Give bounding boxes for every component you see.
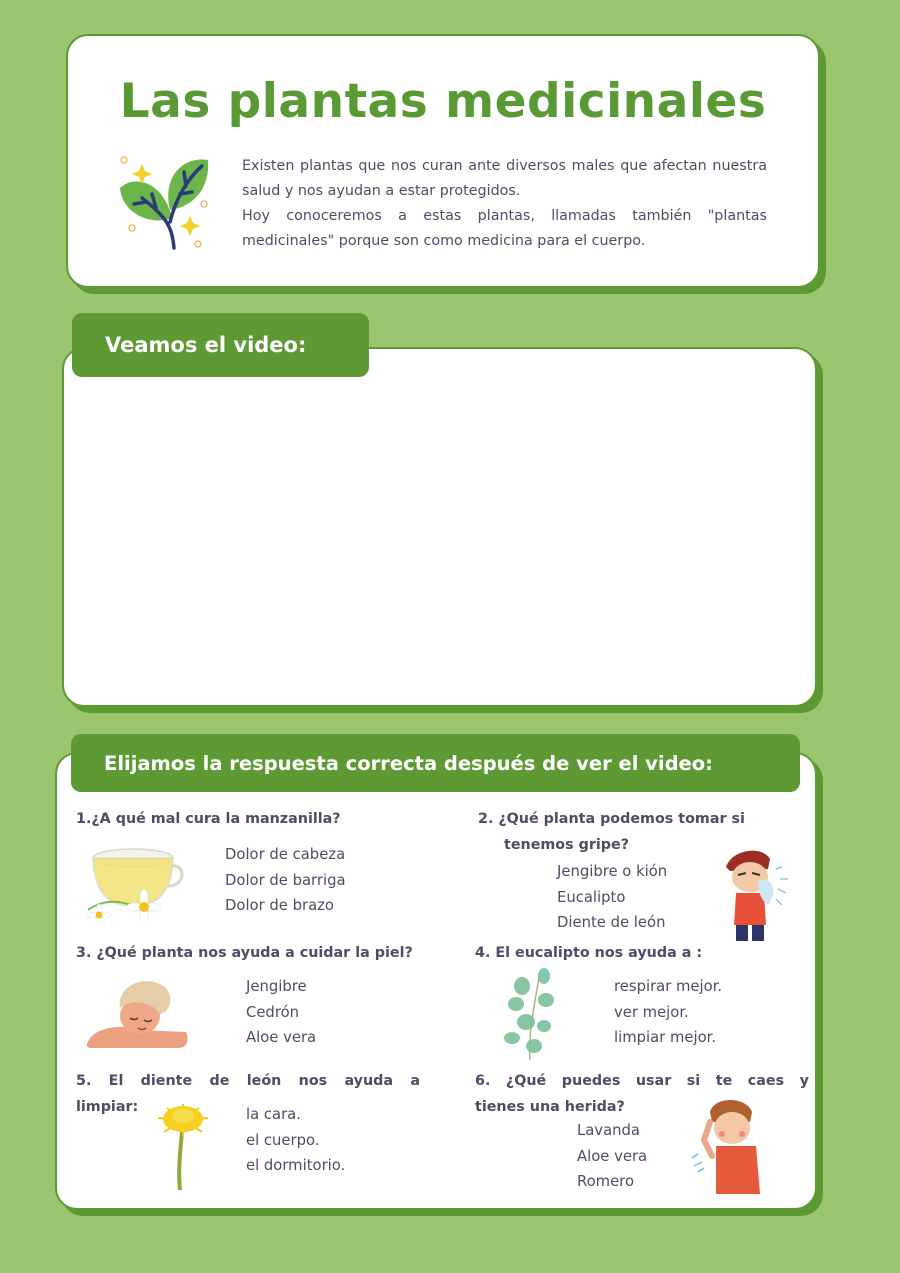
question-4-options [614, 974, 722, 1051]
option[interactable]: Dolor de brazo [225, 897, 334, 914]
plant-sparkles-icon [112, 148, 212, 258]
intro-paragraph-2: Hoy conoceremos a estas plantas, llamadas también "plantas medicinales" porque son como medicina para el cuerpo. [242, 208, 767, 249]
option[interactable]: Eucalipto [557, 888, 626, 906]
question-5-options [246, 1102, 345, 1179]
video-placeholder[interactable] [62, 347, 817, 707]
option[interactable]: limpiar mejor. [614, 1029, 717, 1046]
video-heading-label: Veamos el video: [105, 333, 307, 357]
option[interactable]: Dolor de cabeza [225, 846, 346, 863]
intro-text [242, 154, 767, 254]
question-2-options [557, 859, 667, 936]
video-section-heading [72, 313, 369, 377]
question-1: 1.¿A qué mal cura la manzanilla? [76, 811, 341, 827]
dandelion-flower-icon [154, 1102, 212, 1192]
question-3-options [246, 974, 316, 1051]
page-title: Las plantas medicinales [119, 74, 767, 129]
option[interactable]: Aloe vera [577, 1147, 648, 1165]
option[interactable]: ver mejor. [614, 1003, 689, 1021]
option[interactable]: Jengibre [246, 978, 307, 995]
chamomile-tea-icon [78, 840, 188, 922]
question-1-options [225, 842, 346, 919]
option[interactable]: Cedrón [246, 1003, 300, 1021]
quiz-heading-label: Elijamos la respuesta correcta después de ver el video: [104, 751, 713, 775]
eucalyptus-branch-icon [500, 966, 562, 1062]
option[interactable]: Dolor de barriga [225, 871, 346, 889]
question-6-line-2: tienes una herida? [475, 1099, 625, 1115]
option[interactable]: el dormitorio. [246, 1157, 346, 1174]
option[interactable]: Romero [577, 1173, 634, 1190]
quiz-section-heading [71, 734, 800, 792]
injured-boy-icon [690, 1096, 766, 1194]
spa-woman-icon [86, 976, 190, 1050]
sneezing-boy-icon [722, 845, 802, 945]
option[interactable]: el cuerpo. [246, 1131, 320, 1149]
question-3: 3. ¿Qué planta nos ayuda a cuidar la piel? [76, 945, 413, 961]
intro-paragraph-1: Existen plantas que nos curan ante diversos males que afectan nuestra salud y nos ayudan a estar protegidos. [242, 158, 767, 199]
question-5-line-1: 5. El diente de león nos ayuda a [76, 1073, 420, 1089]
question-2-line-1: 2. ¿Qué planta podemos tomar si [478, 811, 745, 827]
option[interactable]: respirar mejor. [614, 978, 723, 995]
question-2 [478, 806, 745, 858]
question-6-line-1: 6. ¿Qué puedes usar si te caes y [475, 1073, 809, 1089]
question-5-line-2: limpiar: [76, 1099, 139, 1115]
option[interactable]: Lavanda [577, 1122, 640, 1139]
option[interactable]: Diente de león [557, 914, 666, 931]
option[interactable]: Aloe vera [246, 1029, 317, 1046]
question-4: 4. El eucalipto nos ayuda a : [475, 945, 703, 961]
question-6-options [577, 1118, 647, 1195]
option[interactable]: la cara. [246, 1106, 301, 1123]
option[interactable]: Jengibre o kión [557, 863, 668, 880]
question-2-line-2: tenemos gripe? [504, 837, 630, 853]
header-card [66, 34, 820, 288]
